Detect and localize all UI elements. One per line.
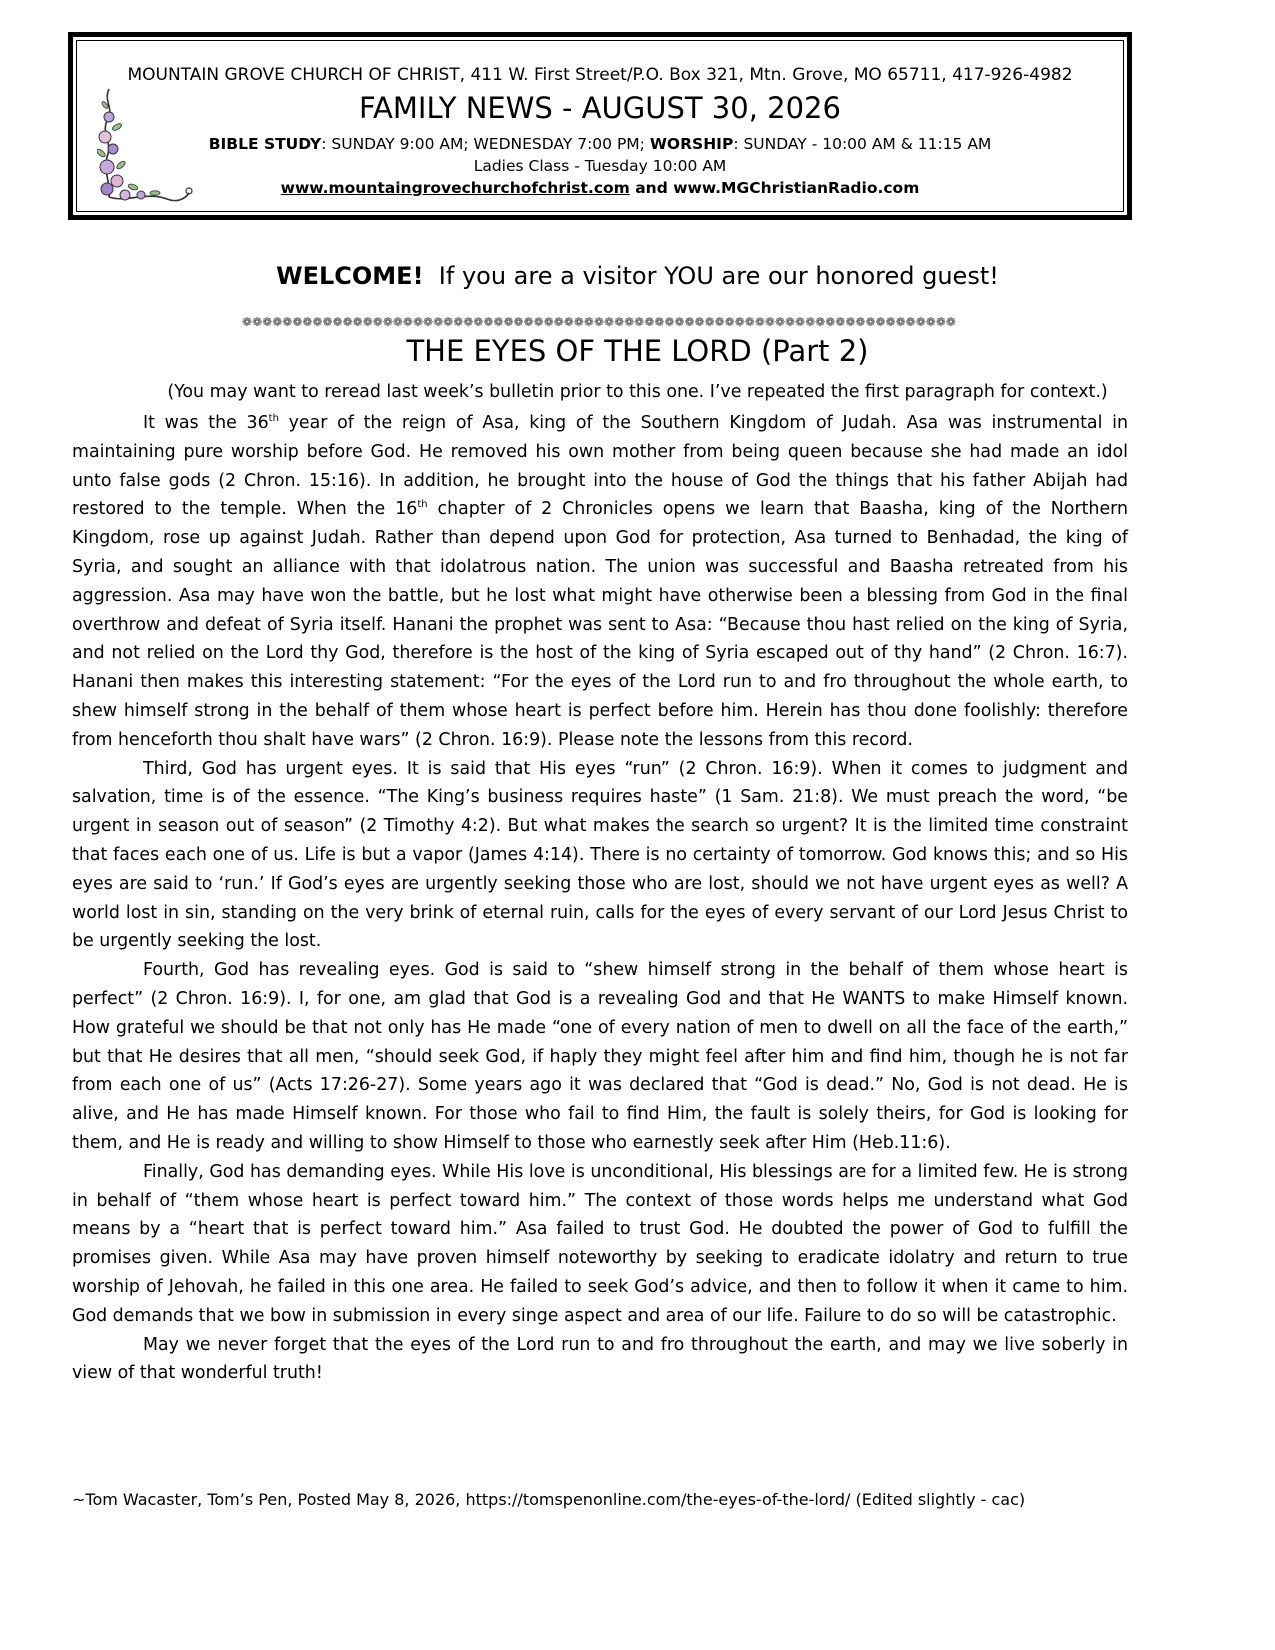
p1-superscript-1: th: [268, 413, 279, 425]
radio-website-link[interactable]: www.MGChristianRadio.com: [673, 179, 920, 197]
service-times: [77, 135, 1123, 153]
church-address: MOUNTAIN GROVE CHURCH OF CHRIST, 411 W. First Street/P.O. Box 321, Mtn. Grove, MO 65711, 417-926-4982: [127, 65, 1073, 85]
website-joiner: and: [629, 179, 674, 197]
ornament-divider: ❁❁❁❁❁❁❁❁❁❁❁❁❁❁❁❁❁❁❁❁❁❁❁❁❁❁❁❁❁❁❁❁❁❁❁❁❁❁❁❁❁❁❁❁❁❁❁❁❁❁❁❁❁❁❁❁❁❁❁❁❁❁❁❁❁❁❁❁❁❁❁: [242, 315, 956, 329]
welcome-rest: If you are a visitor YOU are our honored guest!: [423, 262, 999, 290]
bible-study-label: BIBLE STUDY: [208, 135, 322, 153]
worship-times: : SUNDAY - 10:00 AM & 11:15 AM: [733, 135, 992, 153]
article-intro-note: (You may want to reread last week’s bulletin prior to this one. I’ve repeated the first paragraph for context.): [167, 382, 1108, 402]
bulletin-header: [68, 32, 1132, 220]
p1-superscript-2: th: [417, 499, 428, 511]
p3-body: God is said to “shew himself strong in the behalf of them whose heart is perfect” (2 Chron. 16:9). I, for one, am glad that God is a revealing God and that He WANTS to make Himself known. How grateful we should be that not only has He made “one of every nation of men to dwell on all the face of the earth,” but that He desires that all men, “should seek God, if haply they might feel after him and find him, though he is not far from each one of us” (Acts 17:26-27). Some years ago it was declared that “God is dead.” No, God is not dead. He is alive, and He has made Himself known. For those who fail to find Him, the fault is solely theirs, for God is looking for them, and He is ready and willing to show Himself to those who earnestly seek after Him (Heb.11:6).: [72, 960, 1128, 1153]
welcome-bold: WELCOME!: [276, 262, 424, 290]
p4-lead: Finally, God has demanding eyes.: [143, 1161, 437, 1182]
paragraph-3: [72, 956, 1128, 1158]
paragraph-5: May we never forget that the eyes of the Lord run to and fro throughout the earth, and may we live soberly in view of that wonderful truth!: [72, 1334, 1128, 1384]
p2-body: It is said that His eyes “run” (2 Chron. 16:9). When it comes to judgment and salvation, time is of the essence. “The King’s business requires haste” (1 Sam. 21:8). We must preach the word, “be urgent in season out of season” (2 Timothy 4:2). But what makes the search so urgent? It is the limited time constraint that faces each one of us. Life is but a vapor (James 4:14). There is no certainty of tomorrow. God knows this; and so His eyes are said to ‘run.’ If God’s eyes are urgently seeking those who are lost, should we not have urgent eyes as well? A world lost in sin, standing on the very brink of eternal ruin, calls for the eyes of every servant of our Lord Jesus Christ to be urgently seeking the lost.: [72, 758, 1128, 952]
header-inner-border: [76, 40, 1124, 212]
p4-body: While His love is unconditional, His blessings are for a limited few. He is strong in behalf of “them whose heart is perfect toward him.” The context of those words helps me understand what God means by a “heart that is perfect toward him.” Asa failed to trust God. He doubted the power of God to fulfill the promises given. While Asa may have proven himself noteworthy by seeking to eradicate idolatry and return to true worship of Jehovah, he failed in this one area. He failed to seek God’s advice, and then to follow it when it came to him. God demands that we bow in submission in every singe aspect and area of our life. Failure to do so will be catastrophic.: [72, 1161, 1128, 1326]
bulletin-title: FAMILY NEWS - AUGUST 30, 2026: [359, 91, 841, 125]
article-body: [72, 409, 1128, 1388]
p1-part-c: chapter of 2 Chronicles opens we learn that Baasha, king of the Northern Kingdom, rose up against Judah. Rather than depend upon God for protection, Asa turned to Benhadad, the king of Syria, and sought an alliance with that idolatrous nation. The union was successful and Baasha retreated from his aggression. Asa may have won the battle, but he lost what might have otherwise been a blessing from God in the final overthrow and defeat of Syria itself. Hanani the prophet was sent to Asa: “Because thou hast relied on the king of Syria, and not relied on the Lord thy God, therefore is the host of the king of Syria escaped out of thy hand” (2 Chron. 16:7). Hanani then makes this interesting statement: “For the eyes of the Lord run to and fro throughout the whole earth, to shew himself strong in the behalf of them whose heart is perfect before him. Herein has thou done foolishly: therefore from henceforth thou shalt have wars” (2 Chron. 16:9). Please note the lessons from this record.: [72, 499, 1129, 750]
paragraph-2: [72, 755, 1128, 957]
church-website-link[interactable]: www.mountaingrovechurchofchrist.com: [280, 179, 630, 197]
ladies-class: Ladies Class - Tuesday 10:00 AM: [473, 157, 727, 175]
p1-part-a: It was the 36: [143, 413, 269, 433]
article-citation: ~Tom Wacaster, Tom’s Pen, Posted May 8, 2026, https://tomspenonline.com/the-eyes-of-the-lord/ (Edited slightly - cac): [72, 1490, 1026, 1509]
paragraph-1: [72, 409, 1128, 755]
article-title: THE EYES OF THE LORD (Part 2): [406, 334, 869, 368]
welcome-line: [0, 262, 1275, 290]
worship-label: WORSHIP: [649, 135, 734, 153]
paragraph-4: [72, 1158, 1128, 1331]
p1-part-b: year of the reign of Asa, king of the Southern Kingdom of Judah. Asa was instrumental in maintaining pure worship before God. He removed his own mother from being queen because she had made an idol unto false gods (2 Chron. 15:16). In addition, he brought into the house of God the things that his father Abijah had restored to the temple. When the 16: [72, 413, 1128, 520]
websites: [77, 179, 1123, 197]
p3-lead: Fourth, God has revealing eyes.: [143, 960, 436, 981]
p2-lead: Third, God has urgent eyes.: [143, 758, 398, 779]
bible-study-times: : SUNDAY 9:00 AM; WEDNESDAY 7:00 PM;: [321, 135, 650, 153]
